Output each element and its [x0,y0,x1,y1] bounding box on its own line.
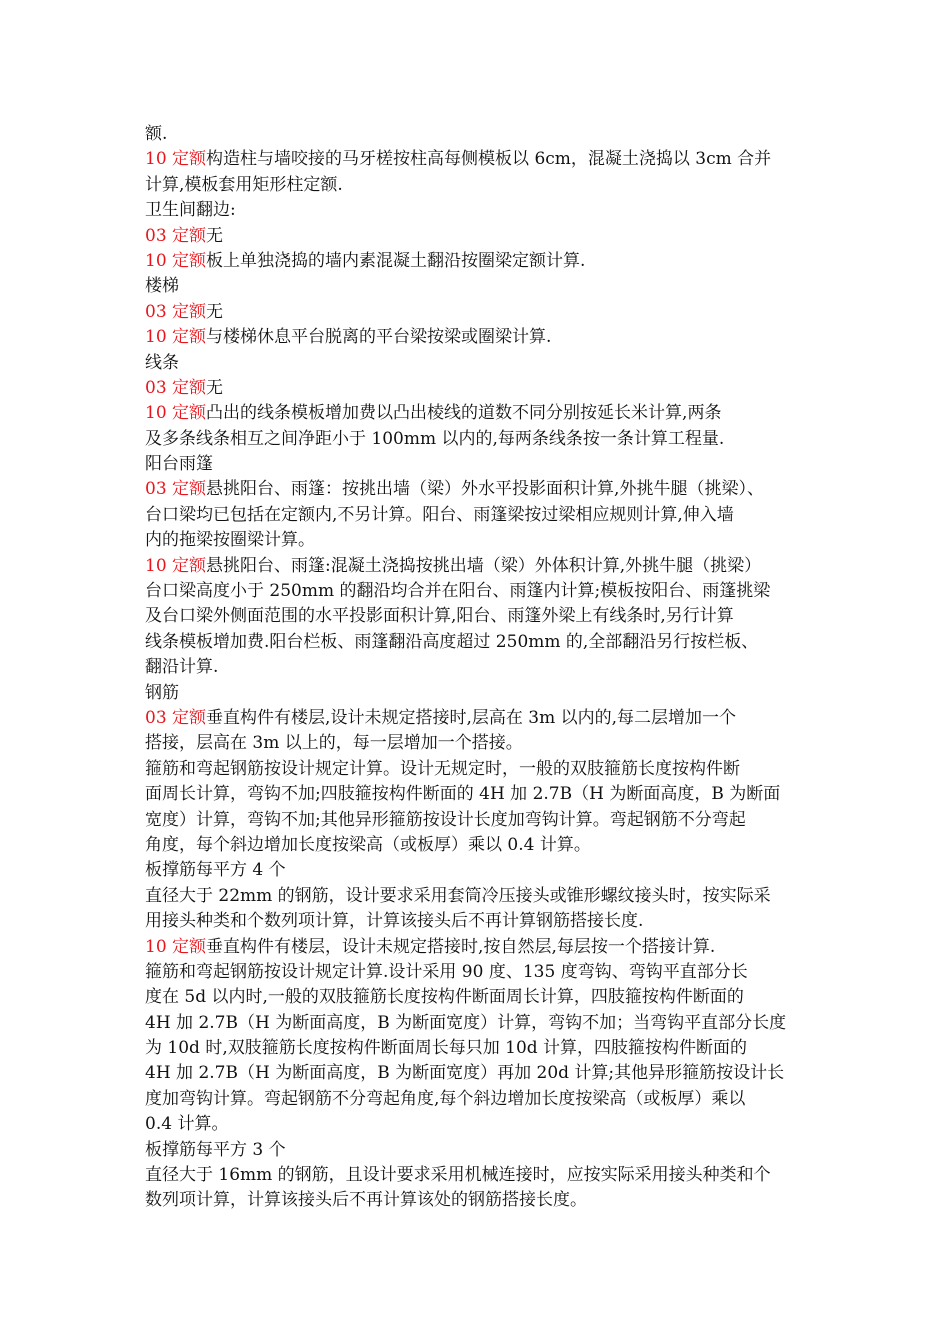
text-line [145,173,810,198]
text-line [145,1087,810,1112]
line-text: 直径大于 16mm 的钢筋，且设计要求采用机械连接时，应按实际采用接头种类和个 [145,1165,771,1186]
text-line [145,706,810,731]
text-line [145,401,810,426]
line-text: 无 [206,377,224,398]
line-text: 悬挑阳台、雨篷:混凝土浇捣按挑出墙（梁）外体积计算,外挑牛腿（挑梁） [206,555,762,576]
line-text: 线条 [145,352,179,373]
line-text: 钢筋 [145,682,179,703]
line-text: 用接头种类和个数列项计算，计算该接头后不再计算钢筋搭接长度. [145,911,644,932]
line-text: 无 [206,225,224,246]
text-line [145,960,810,985]
line-text: 悬挑阳台、雨篷：按挑出墙（梁）外水平投影面积计算,外挑牛腿（挑梁）、 [206,479,764,500]
line-text: 4H 加 2.7B（H 为断面高度，B 为断面宽度）计算，弯钩不加；当弯钩平直部分长度 [145,1012,787,1033]
text-line [145,985,810,1010]
text-line [145,1163,810,1188]
line-text: 板上单独浇捣的墙内素混凝土翻沿按圈梁定额计算. [206,250,586,271]
text-line [145,1112,810,1137]
text-line [145,224,810,249]
text-line [145,351,810,376]
line-text: 箍筋和弯起钢筋按设计规定计算.设计采用 90 度、135 度弯钩、弯钩平直部分长 [145,961,748,982]
text-line [145,1061,810,1086]
text-line [145,503,810,528]
text-line [145,147,810,172]
text-line [145,477,810,502]
line-text: 额. [145,124,168,144]
line-text: 度在 5d 以内时,一般的双肢箍筋长度按构件断面周长计算，四肢箍按构件断面的 [145,987,744,1008]
text-line [145,300,810,325]
text-line [145,325,810,350]
line-text: 卫生间翻边: [145,200,236,221]
quota-tag: 10 定额 [145,403,207,424]
line-text: 板撑筋每平方 4 个 [145,860,286,881]
line-text: 阳台雨篷 [145,454,213,475]
text-line [145,884,810,909]
text-line [145,1036,810,1061]
line-text: 及台口梁外侧面范围的水平投影面积计算,阳台、雨篷外梁上有线条时,另行计算 [145,606,734,627]
text-line [145,528,810,553]
quota-tag: 03 定额 [145,225,207,246]
text-line [145,427,810,452]
quota-tag: 10 定额 [145,149,207,170]
line-text: 与楼梯休息平台脱离的平台梁按梁或圈梁计算. [206,327,552,348]
document-body [145,122,810,1214]
line-text: 台口梁高度小于 250mm 的翻沿均合并在阳台、雨篷内计算;模板按阳台、雨篷挑梁 [145,581,771,602]
line-text: 台口梁均已包括在定额内,不另计算。阳台、雨篷梁按过梁相应规则计算,伸入墙 [145,504,734,525]
text-line [145,579,810,604]
quota-tag: 10 定额 [145,250,207,271]
line-text: 构造柱与墙咬接的马牙槎按柱高每侧模板以 6cm，混凝土浇捣以 3cm 合并 [206,149,772,170]
line-text: 垂直构件有楼层，设计未规定搭接时,按自然层,每层按一个搭接计算. [206,936,716,957]
quota-tag: 03 定额 [145,377,207,398]
quota-tag: 03 定额 [145,707,207,728]
line-text: 0.4 计算。 [145,1114,229,1135]
line-text: 角度，每个斜边增加长度按梁高（或板厚）乘以 0.4 计算。 [145,834,591,855]
line-text: 线条模板增加费.阳台栏板、雨篷翻沿高度超过 250mm 的,全部翻沿另行按栏板、 [145,631,759,652]
text-line [145,249,810,274]
quota-tag: 10 定额 [145,936,207,957]
line-text: 直径大于 22mm 的钢筋，设计要求采用套筒冷压接头或锥形螺纹接头时，按实际采 [145,885,771,906]
line-text: 内的拖梁按圈梁计算。 [145,530,315,551]
line-text: 度加弯钩计算。弯起钢筋不分弯起角度,每个斜边增加长度按梁高（或板厚）乘以 [145,1088,746,1109]
line-text: 为 10d 时,双肢箍筋长度按构件断面周长每只加 10d 计算，四肢箍按构件断面的 [145,1038,748,1059]
text-line [145,858,810,883]
text-line [145,757,810,782]
quota-tag: 10 定额 [145,555,207,576]
text-line [145,452,810,477]
text-line [145,1138,810,1163]
line-text: 垂直构件有楼层,设计未规定搭接时,层高在 3m 以内的,每二层增加一个 [206,707,737,728]
line-text: 搭接，层高在 3m 以上的，每一层增加一个搭接。 [145,733,523,754]
text-line [145,655,810,680]
line-text: 无 [206,301,224,322]
text-line [145,731,810,756]
text-line [145,630,810,655]
text-line [145,909,810,934]
text-line [145,376,810,401]
text-line [145,681,810,706]
line-text: 宽度）计算，弯钩不加;其他异形箍筋按设计长度加弯钩计算。弯起钢筋不分弯起 [145,809,746,830]
line-text: 4H 加 2.7B（H 为断面高度，B 为断面宽度）再加 20d 计算;其他异形箍筋按设计长 [145,1063,785,1084]
line-text: 楼梯 [145,276,179,297]
line-text: 板撑筋每平方 3 个 [145,1139,286,1160]
text-line [145,604,810,629]
line-text: 翻沿计算. [145,657,219,678]
quota-tag: 03 定额 [145,301,207,322]
text-line [145,554,810,579]
line-text: 箍筋和弯起钢筋按设计规定计算。设计无规定时，一般的双肢箍筋长度按构件断 [145,758,740,779]
line-text: 凸出的线条模板增加费以凸出棱线的道数不同分别按延长米计算,两条 [206,403,722,424]
quota-tag: 03 定额 [145,479,207,500]
line-text: 面周长计算，弯钩不加;四肢箍按构件断面的 4H 加 2.7B（H 为断面高度，B 为断面 [145,784,781,805]
quota-tag: 10 定额 [145,327,207,348]
text-line [145,782,810,807]
text-line [145,935,810,960]
text-line [145,1011,810,1036]
text-line [145,274,810,299]
text-line [145,833,810,858]
text-line [145,808,810,833]
line-text: 数列项计算，计算该接头后不再计算该处的钢筋搭接长度。 [145,1190,587,1211]
text-line [145,198,810,223]
text-line [145,122,810,147]
text-line [145,1188,810,1213]
line-text: 计算,模板套用矩形柱定额. [145,174,343,195]
line-text: 及多条线条相互之间净距小于 100mm 以内的,每两条线条按一条计算工程量. [145,428,725,449]
